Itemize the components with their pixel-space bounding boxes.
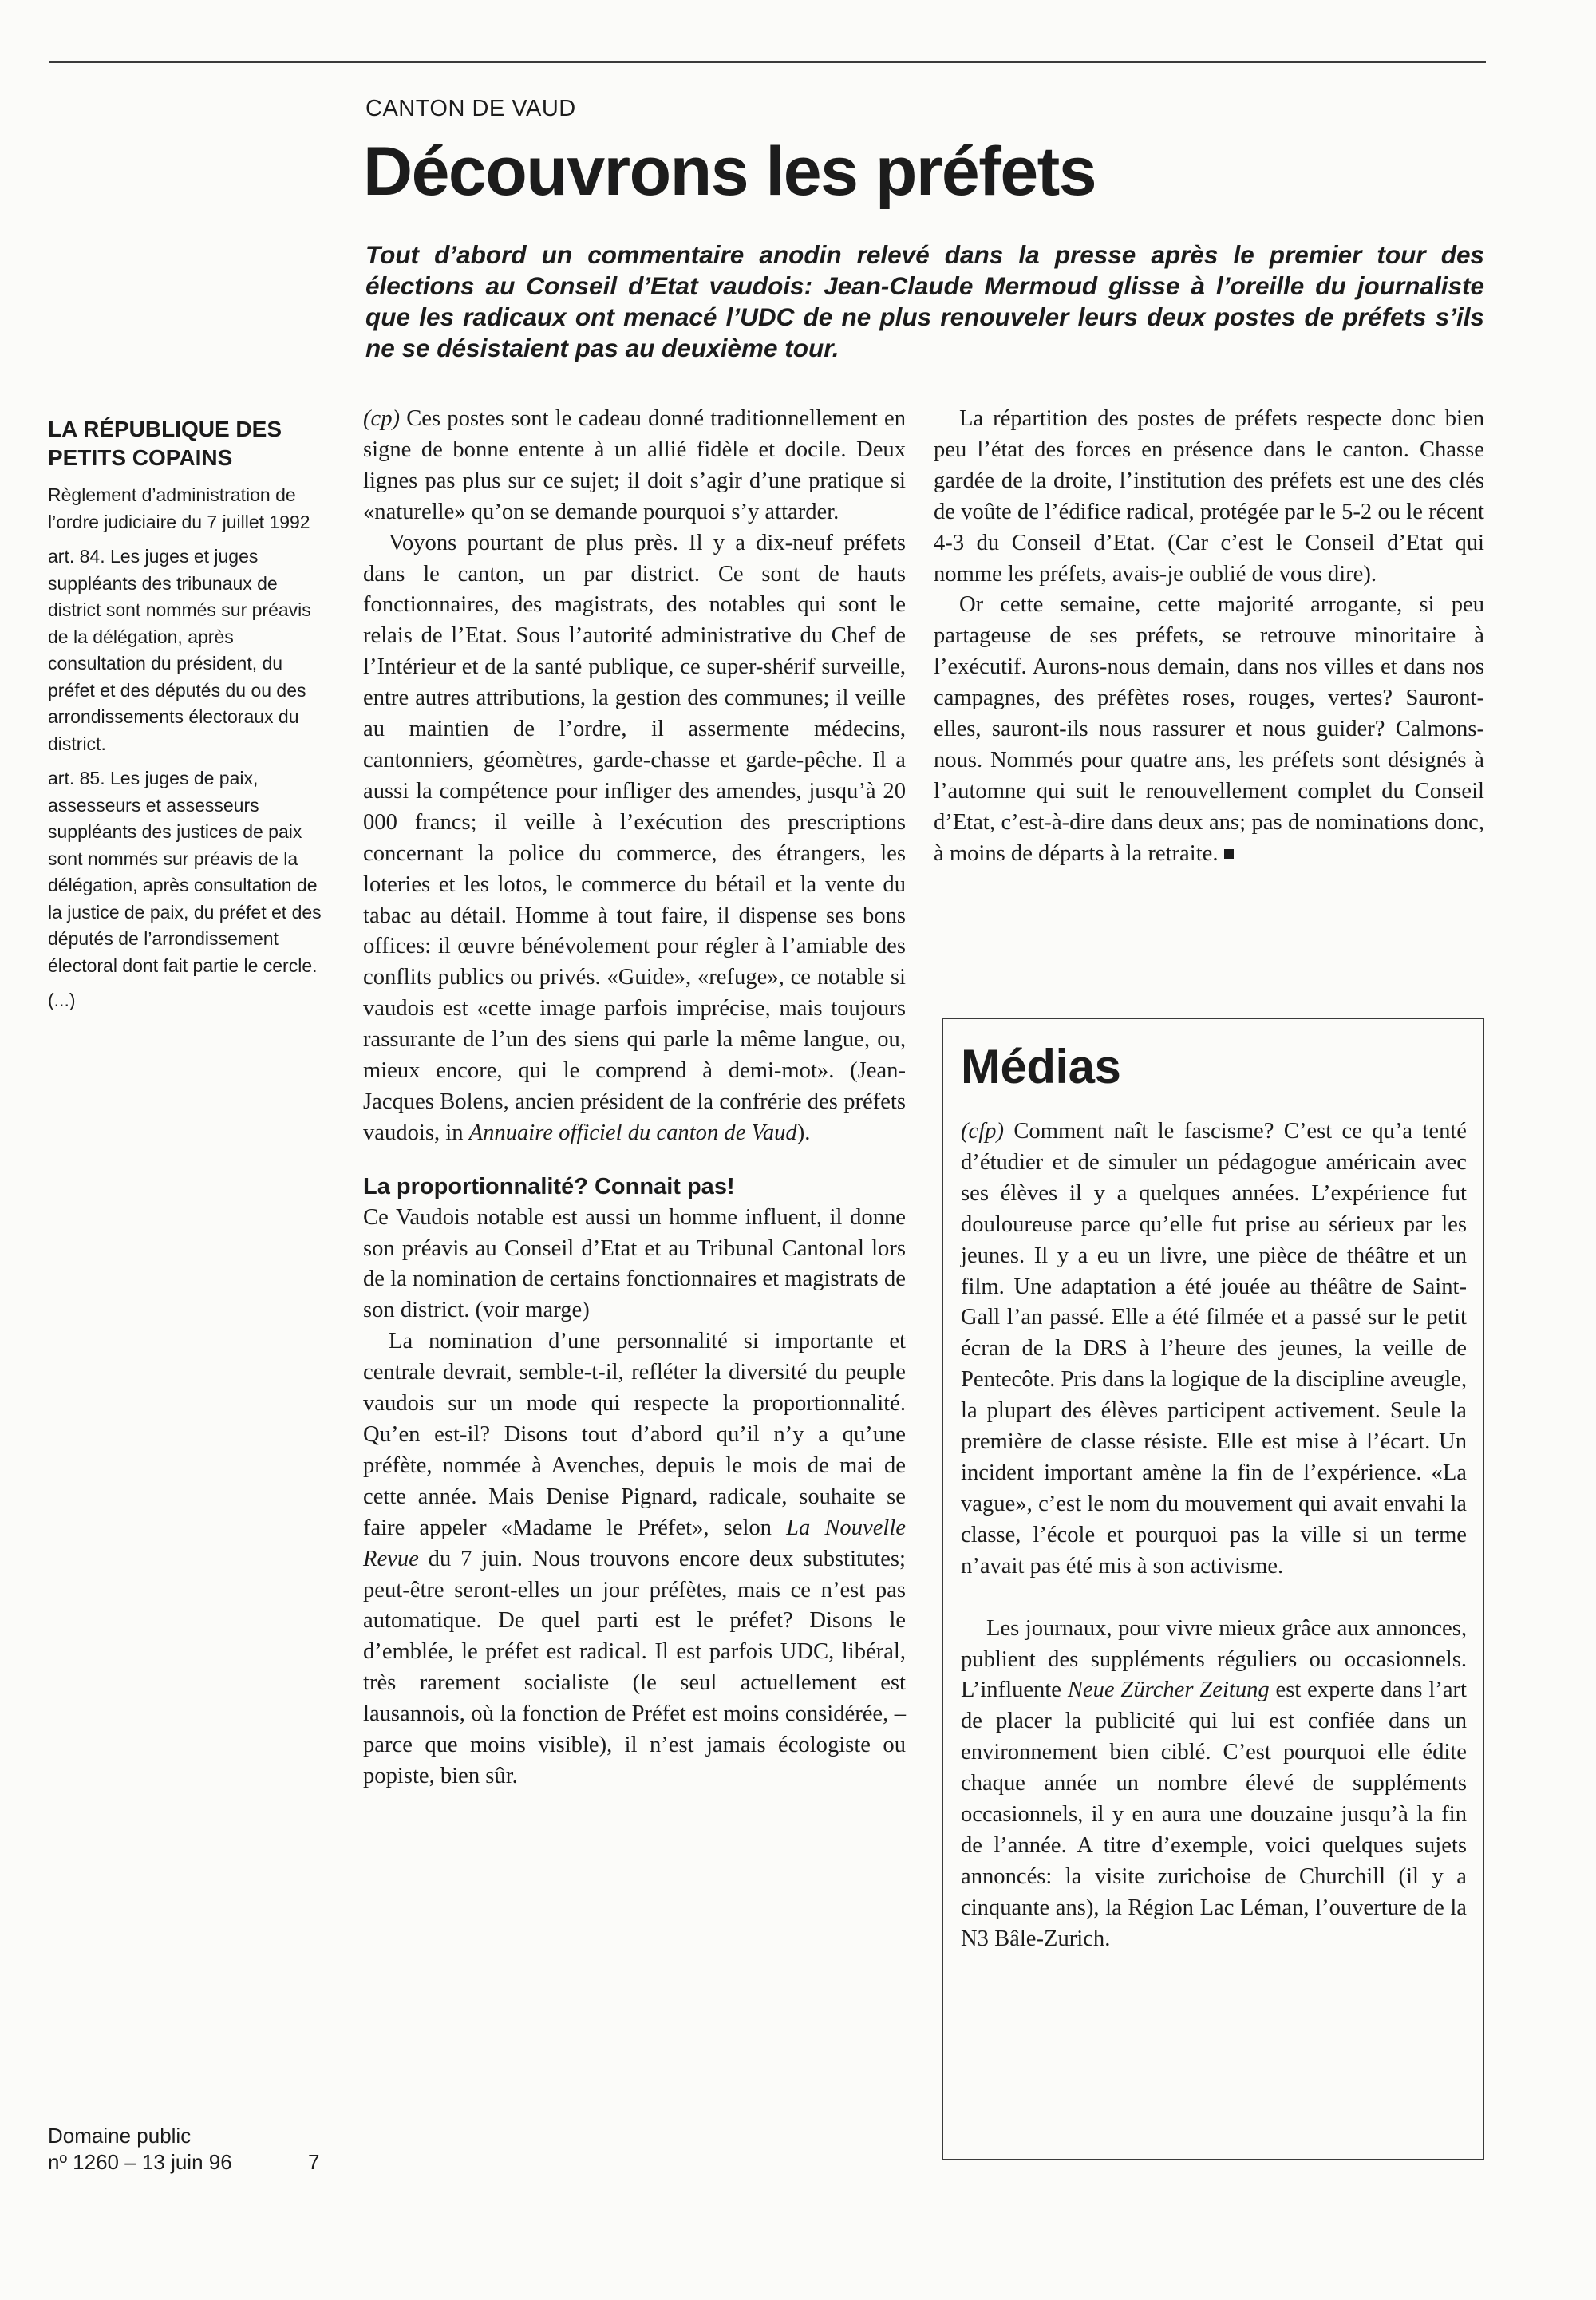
- issue-date: nº 1260 – 13 juin 96: [48, 2150, 232, 2174]
- page-footer: [48, 2123, 335, 2176]
- margin-title: LA RÉPUBLIQUE DES PETITS COPAINS: [48, 417, 282, 470]
- medias-paragraph: Les journaux, pour vivre mieux grâce aux annonces, publient des suppléments réguliers ou occasionnels. L’influente Neue Zürcher Zeitung est experte dans l’art de placer la publicité qui lui est confiée dans un environnement bien ciblé. C’est pourquoi elle édite chaque année un nombre élevé de suppléments occasionnels, il y en aura une douzaine jusqu’à la fin de l’année. A titre d’exemple, voici quelques sujets annoncés: la visite zurichoise de Churchill (il y a cinquante ans), la Région Lac Léman, l’ouverture de la N3 Bâle-Zurich.: [961, 1615, 1468, 1951]
- medias-box: [942, 1018, 1484, 2160]
- article-paragraph: Or cette semaine, cette majorité arrogante, si peu partageuse de ses préfets, se retrouve minoritaire à l’exécutif. Aurons-nous demain, dans nos villes et dans nos campagnes, des préfètes roses, rouges, vertes? Sauront-elles, sauront-ils nous rassurer et nous guider? Calmons-nous. Nommés pour quatre ans, les préfets sont désignés à l’automne qui suit le renouvellement complet du Conseil d’Etat, c’est-à-dire dans deux ans; pas de nominations donc, à moins de départs à la retraite.: [934, 592, 1484, 866]
- end-of-article-mark: [1224, 849, 1234, 859]
- article-paragraph: Ce Vaudois notable est aussi un homme influent, il donne son préavis au Conseil d’Etat et au Tribunal Cantonal lors de la nomination de certains fonctionnaires et magistrats de son district. (voir marge): [363, 1204, 906, 1323]
- medias-text: [961, 1116, 1467, 1955]
- margin-ellipsis: (...): [48, 990, 76, 1010]
- article-lead: Tout d’abord un commentaire anodin relevé dans la presse après le premier tour des élections au Conseil d’Etat vaudois: Jean-Claude Mermoud glisse à l’oreille du journaliste que les radicaux ont menacé l’UDC de ne plus renouveler leurs deux postes de préfets s’ils ne se désistaient pas au deuxième tour.: [365, 240, 1484, 362]
- publication-name: Domaine public: [48, 2124, 192, 2148]
- article-paragraph: (cp) Ces postes sont le cadeau donné traditionnellement en signe de bonne entente à un allié fidèle et docile. Deux lignes pas plus sur ce sujet; il doit s’agir d’une pratique si «naturelle» qu’on se demande pourquoi s’y attarder.: [363, 406, 906, 524]
- margin-article-85: art. 85. Les juges de paix, assesseurs et assesseurs suppléants des justices de paix sont nommés sur préavis de la délégation, après consultation de la justice de paix, du préfet et des députés de l’arrondissement électoral dont fait partie le cercle.: [48, 768, 322, 976]
- author-initials: (cfp): [961, 1119, 1004, 1144]
- margin-reference: Règlement d’administration de l’ordre judiciaire du 7 juillet 1992: [48, 484, 310, 532]
- margin-note: [48, 415, 334, 1022]
- author-initials: (cp): [363, 406, 401, 431]
- article-paragraph: Voyons pourtant de plus près. Il y a dix-neuf préfets dans le canton, un par district. Ce sont de hauts fonctionnaires, des magistrats, des notables qui sont le relais de l’Etat. Sous l’autorité administrative du Chef de l’Intérieur et de la santé publique, ce super-shérif surveille, entre autres attributions, la gestion des communes; il veille au maintien de l’ordre, il assermente médecins, cantonniers, géomètres, garde-chasse et garde-pêche. Il a aussi la compétence pour infliger des amendes, jusqu’à 20 000 francs; il veille à l’exécution des prescriptions concernant la police du commerce, des étrangers, les loteries et les lotos, le commerce du bétail et la vente du tabac au détail. Homme à tout faire, il dispense ses bons offices: il œuvre bénévolement pour régler à l’amiable des conflits publics ou privés. «Guide», «refuge», ce notable si vaudois est «cette image parfois imprécise, mais toujours rassurante de l’un des siens qui parle la même langue, ou, mieux encore, qui le comprend à demi-mot». (Jean-Jacques Bolens, ancien président de la confrérie des préfets vaudois, in Annuaire officiel du canton de Vaud).: [363, 530, 906, 1145]
- article-paragraph: La nomination d’une personnalité si importante et centrale devrait, semble-t-il, refléter la diversité du peuple vaudois sur un mode qui respecte la proportionnalité. Qu’en est-il? Disons tout d’abord qu’il n’y a qu’une préfète, nommée à Avenches, depuis le mois de mai de cette année. Mais Denise Pignard, radicale, souhaite se faire appeler «Madame le Préfet», selon La Nouvelle Revue du 7 juin. Nous trouvons encore deux substitutes; peut-être seront-elles un jour préfètes, mais ce n’est pas automatique. De quel parti est le préfet? Disons le d’emblée, le préfet est radical. Il est parfois UDC, libéral, très rarement socialiste (le seul actuellement est lausannois, où la fonction de Préfet est moins considérée, – parce que moins visible), il n’est jamais écologiste ou popiste, bien sûr.: [363, 1329, 906, 1788]
- margin-article-84: art. 84. Les juges et juges suppléants des tribunaux de district sont nommés sur préavis de la délégation, après consultation du président, du préfet et des députés du ou des arrondissements électoraux du district.: [48, 546, 311, 754]
- source-citation: Annuaire officiel du canton de Vaud: [468, 1120, 797, 1145]
- article-subhead: La proportionnalité? Connait pas!: [363, 1173, 735, 1199]
- medias-title: Médias: [961, 1040, 1121, 1093]
- medias-paragraph: (cfp) Comment naît le fascisme? C’est ce qu’a tenté d’étudier et de simuler un pédagogue américain avec ses élèves il y a quelques années. L’expérience fut douloureuse parce qu’elle fut prise au sérieux par les jeunes. Il y a eu un livre, une pièce de théâtre et un film. Une adaptation a été jouée au théâtre de Saint-Gall l’an passé. Elle a été filmée et a passé sur le petit écran de la DRS à l’heure des jeunes, la veille de Pentecôte. Pris dans la logique de la discipline aveugle, la plupart des élèves participent activement. Seule la première de classe résiste. Elle est mise à l’écart. Un incident important amène la fin de l’expérience. «La vague», c’est le nom du mouvement qui avait envahi la classe, l’école et pourquoi pas la ville si un terme n’avait pas été mis à son activisme.: [961, 1119, 1467, 1579]
- article-column-1: [363, 404, 906, 1792]
- source-citation: La Nouvelle Revue: [363, 1515, 906, 1571]
- page-number: 7: [308, 2150, 320, 2174]
- article-headline: Découvrons les préfets: [363, 133, 1096, 210]
- source-citation: Neue Zürcher Zeitung: [1067, 1678, 1270, 1703]
- section-kicker: CANTON DE VAUD: [365, 96, 576, 121]
- top-rule: [49, 61, 1486, 63]
- article-paragraph: La répartition des postes de préfets respecte donc bien peu l’état des forces en présence dans le canton. Chasse gardée de la droite, l’institution des préfets est une des clés de voûte de l’édifice radical, protégée par le 5-2 ou le récent 4-3 du Conseil d’Etat. (Car c’est le Conseil d’Etat qui nomme les préfets, avais-je oublié de vous dire).: [934, 406, 1484, 587]
- article-column-2: [934, 404, 1484, 870]
